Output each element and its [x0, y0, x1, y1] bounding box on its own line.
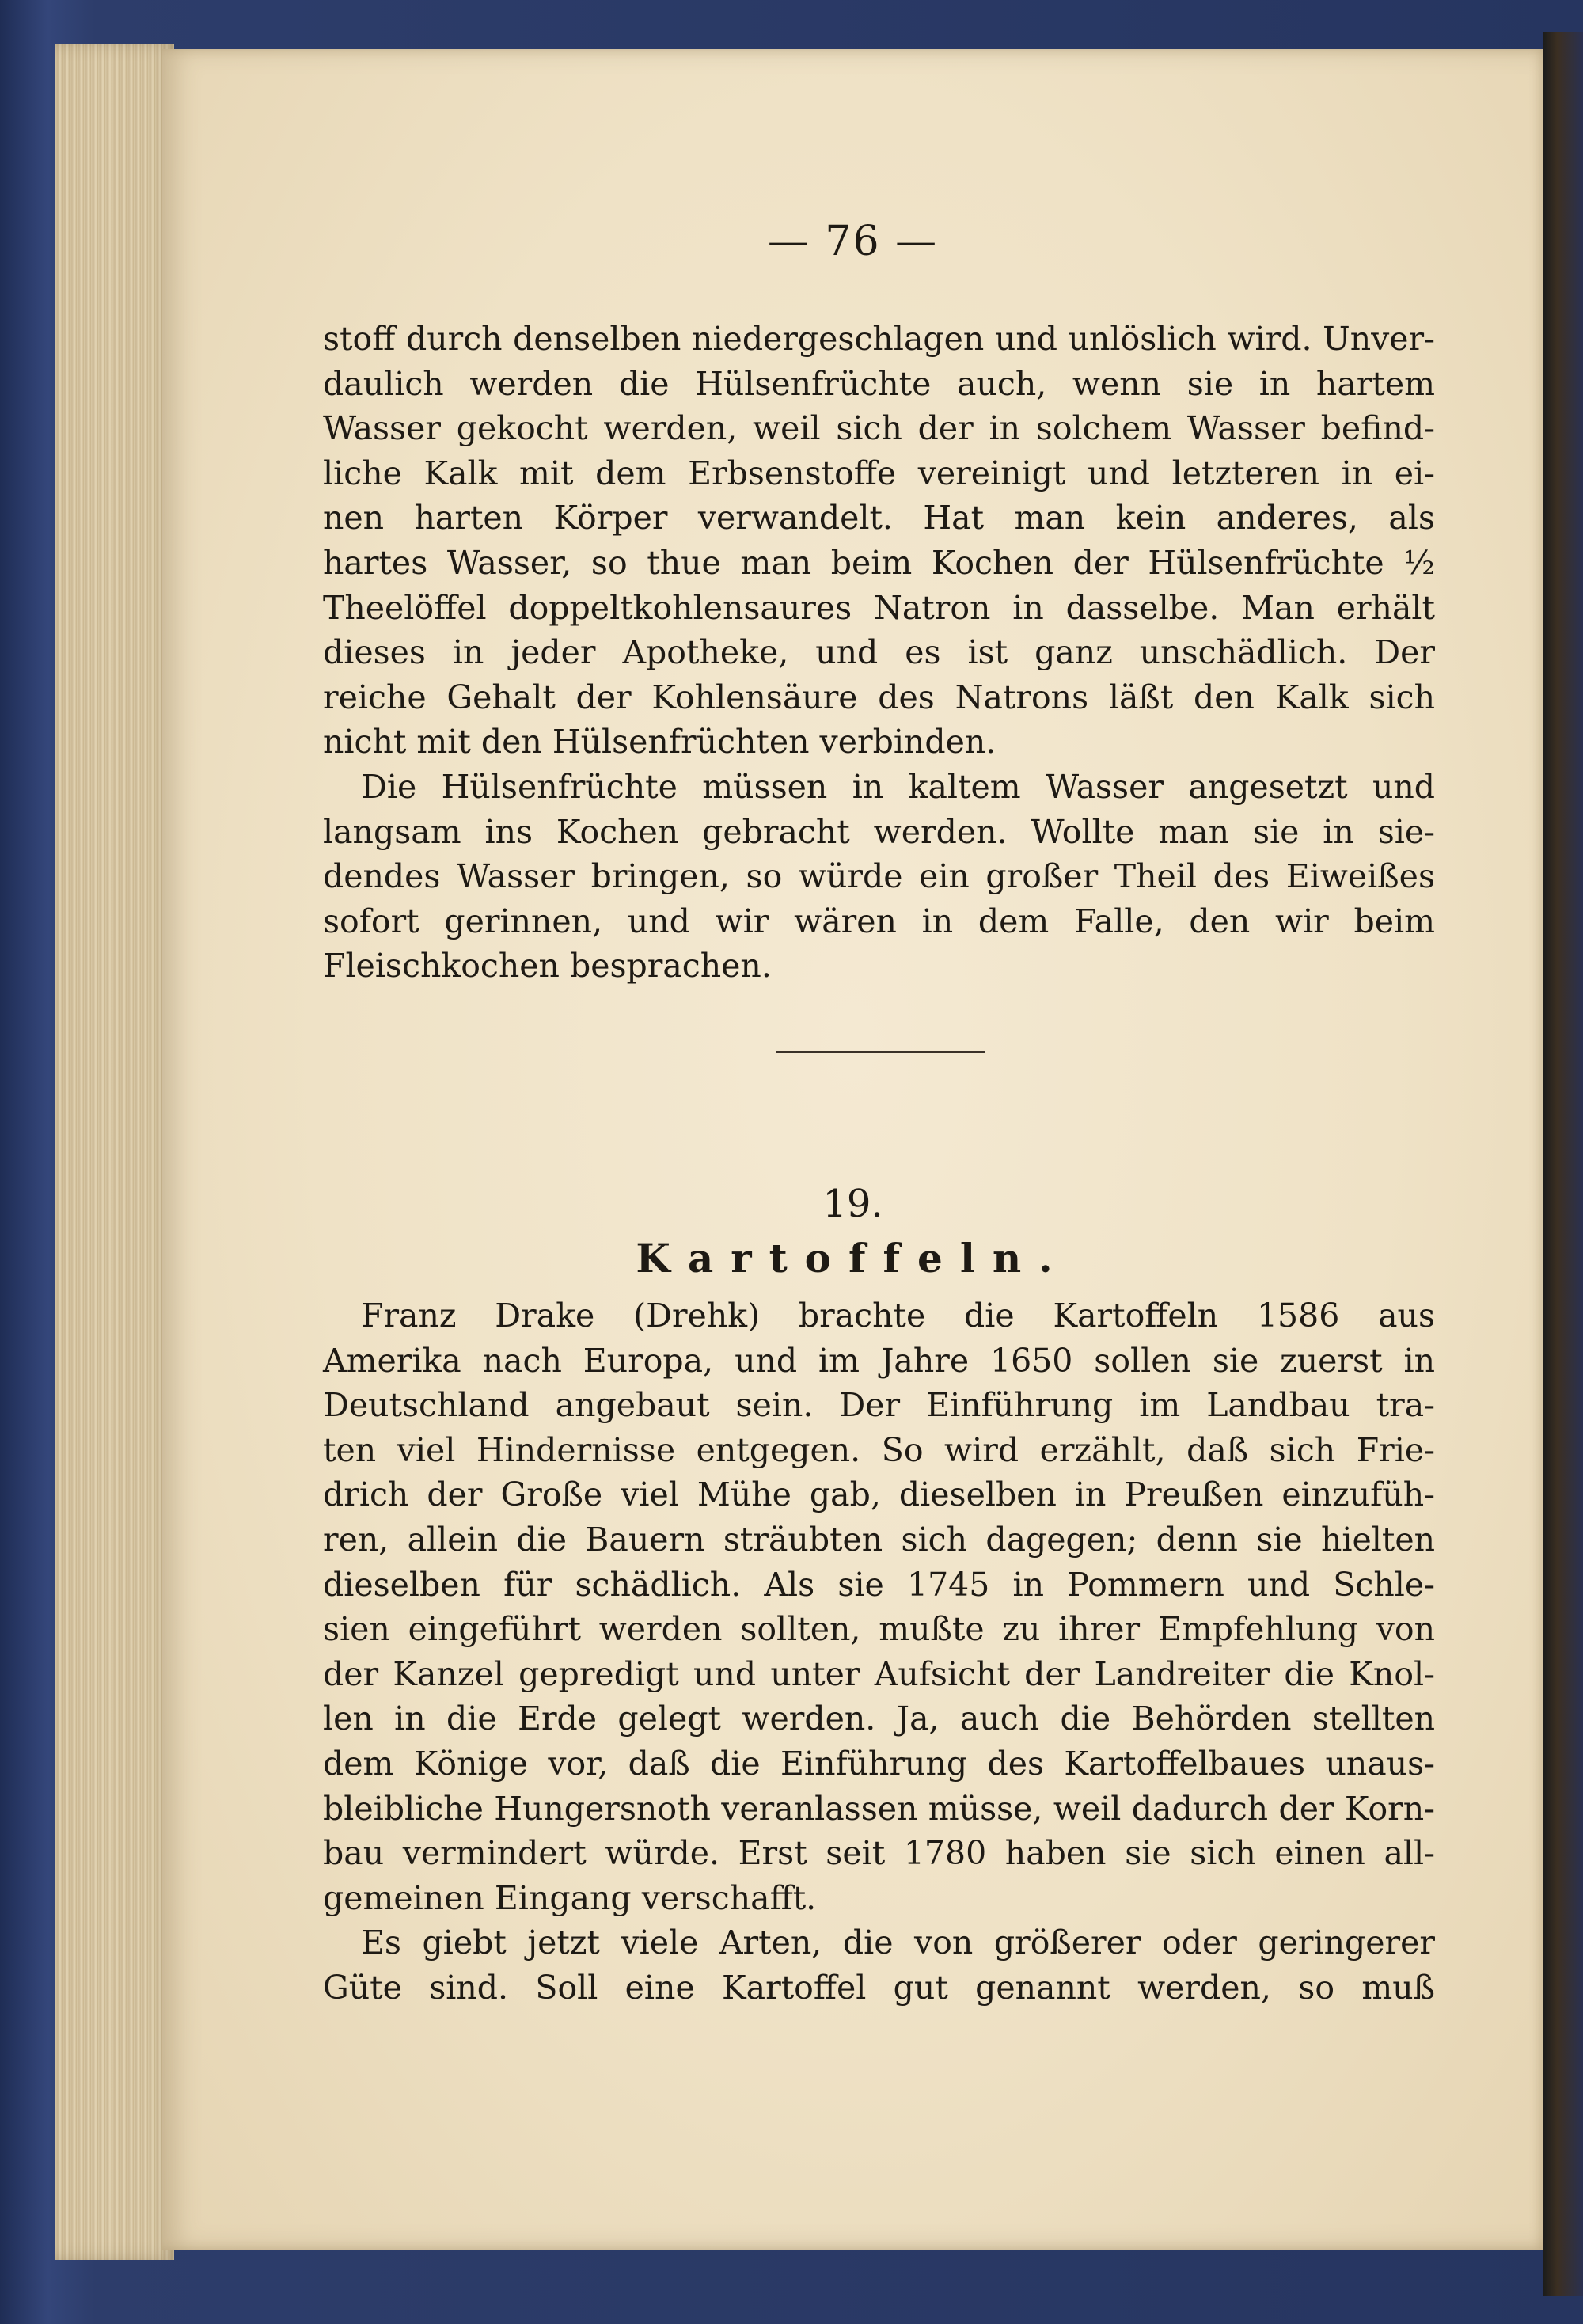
text-line: langsam ins Kochen gebracht werden. Wollte man sie in sie-	[323, 812, 1435, 851]
text-line: drich der Große viel Mühe gab, dieselben in Preußen einzufüh-	[323, 1475, 1435, 1514]
text-line: liche Kalk mit dem Erbsenstoffe vereinigt und letzteren in ei-	[323, 454, 1435, 492]
paragraph	[323, 765, 1435, 989]
text-block-before	[323, 317, 1435, 989]
text-line: Amerika nach Europa, und im Jahre 1650 sollen sie zuerst in	[323, 1341, 1435, 1380]
section-divider	[776, 1051, 985, 1053]
text-line: Franz Drake (Drehk) brachte die Kartoffeln 1586 aus	[361, 1297, 1435, 1335]
text-line: dendes Wasser bringen, so würde ein großer Theil des Eiweißes	[323, 857, 1435, 896]
text-line: hartes Wasser, so thue man beim Kochen der Hülsenfrüchte ½	[323, 543, 1435, 582]
text-line: Fleischkochen besprachen.	[323, 947, 772, 985]
paragraph	[323, 1920, 1435, 2010]
paragraph	[323, 1293, 1435, 1920]
text-line: sien eingeführt werden sollten, mußte zu ihrer Empfehlung von	[323, 1610, 1435, 1649]
section-title: Kartoffeln.	[636, 1235, 1070, 1282]
text-line: dieses in jeder Apotheke, und es ist ganz unschädlich. Der	[323, 633, 1435, 672]
text-line: Die Hülsenfrüchte müssen in kaltem Wasser angesetzt und	[361, 767, 1435, 806]
text-line: Wasser gekocht werden, weil sich der in solchem Wasser befind-	[323, 409, 1435, 448]
text-line: dieselben für schädlich. Als sie 1745 in Pommern und Schle-	[323, 1565, 1435, 1604]
text-line: nicht mit den Hülsenfrüchten verbinden.	[323, 723, 996, 761]
text-line: der Kanzel gepredigt und unter Aufsicht der Landreiter die Knol-	[323, 1654, 1435, 1693]
page-edges	[55, 44, 174, 2260]
text-line: Theelöffel doppeltkohlensaures Natron in dasselbe. Man erhält	[323, 588, 1435, 627]
text-line: Güte sind. Soll eine Kartoffel gut genannt werden, so muß	[323, 1968, 1435, 2007]
text-line: Es giebt jetzt viele Arten, die von größerer oder geringerer	[361, 1923, 1435, 1962]
cover-right-edge	[1543, 32, 1583, 2296]
text-line: stoff durch denselben niedergeschlagen und unlöslich wird. Unver-	[323, 320, 1435, 358]
paragraph	[323, 317, 1435, 765]
section-number: 19.	[822, 1182, 883, 1226]
text-block-after	[323, 1293, 1435, 2011]
text-line: Deutschland angebaut sein. Der Einführung im Landbau tra-	[323, 1386, 1435, 1425]
text-line: len in die Erde gelegt werden. Ja, auch die Behörden stellten	[323, 1699, 1435, 1738]
text-line: daulich werden die Hülsenfrüchte auch, wenn sie in hartem	[323, 364, 1435, 403]
text-line: bleibliche Hungersnoth veranlassen müsse, weil dadurch der Korn-	[323, 1789, 1435, 1828]
page-number: — 76 —	[767, 218, 939, 265]
text-line: bau vermindert würde. Erst seit 1780 haben sie sich einen all-	[323, 1834, 1435, 1873]
text-line: reiche Gehalt der Kohlensäure des Natrons läßt den Kalk sich	[323, 678, 1435, 716]
text-line: nen harten Körper verwandelt. Hat man kein anderes, als	[323, 499, 1435, 537]
text-line: ten viel Hindernisse entgegen. So wird erzählt, daß sich Frie-	[323, 1430, 1435, 1469]
text-line: sofort gerinnen, und wir wären in dem Falle, den wir beim	[323, 902, 1435, 940]
text-line: ren, allein die Bauern sträubten sich dagegen; denn sie hielten	[323, 1520, 1435, 1559]
text-line: dem Könige vor, daß die Einführung des Kartoffelbaues unaus-	[323, 1744, 1435, 1783]
text-line: gemeinen Eingang verschafft.	[323, 1878, 817, 1917]
